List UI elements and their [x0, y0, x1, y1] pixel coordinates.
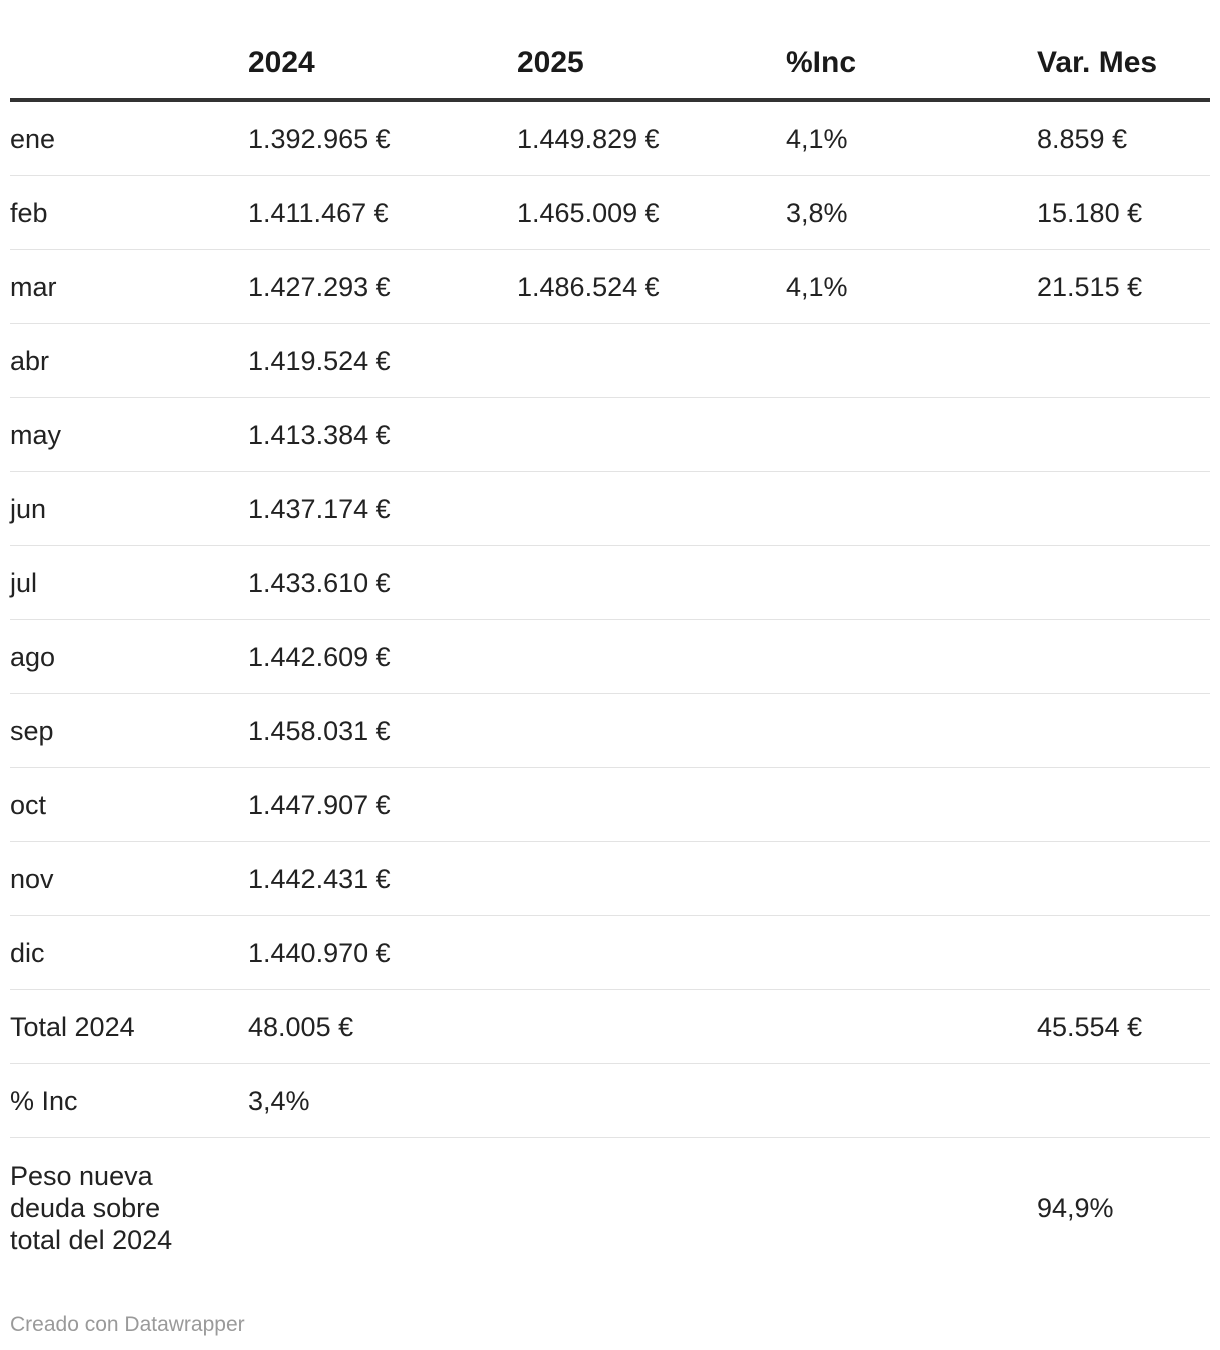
table-cell: 8.859 €: [1037, 100, 1210, 176]
table-row: [10, 472, 1210, 546]
table-cell: [786, 990, 1037, 1064]
table-cell: 1.486.524 €: [517, 250, 786, 324]
table-cell: [786, 1064, 1037, 1138]
table-cell: [517, 620, 786, 694]
column-header: [10, 28, 248, 100]
row-label: oct: [10, 768, 248, 842]
table-cell: [1037, 324, 1210, 398]
table-cell: 45.554 €: [1037, 990, 1210, 1064]
table-body: [10, 100, 1210, 1278]
table-row: [10, 176, 1210, 250]
table-cell: [248, 1138, 517, 1279]
table-cell: 1.442.609 €: [248, 620, 517, 694]
credit-footer: Creado con Datawrapper: [10, 1313, 245, 1336]
table-row: [10, 916, 1210, 990]
table-cell: [786, 620, 1037, 694]
table-cell: 1.465.009 €: [517, 176, 786, 250]
row-label: may: [10, 398, 248, 472]
row-label: Total 2024: [10, 990, 248, 1064]
table-cell: [1037, 1064, 1210, 1138]
table-cell: [786, 916, 1037, 990]
table-row: [10, 546, 1210, 620]
table-cell: [517, 324, 786, 398]
table-row: [10, 250, 1210, 324]
table-cell: [517, 768, 786, 842]
table-cell: 1.437.174 €: [248, 472, 517, 546]
column-header: 2024: [248, 28, 517, 100]
table-cell: [1037, 398, 1210, 472]
table-cell: [786, 1138, 1037, 1279]
table-cell: [1037, 472, 1210, 546]
table-row: [10, 620, 1210, 694]
table-cell: [1037, 546, 1210, 620]
table-row: [10, 398, 1210, 472]
row-label: feb: [10, 176, 248, 250]
table-row: [10, 768, 1210, 842]
table-cell: 1.413.384 €: [248, 398, 517, 472]
table-cell: [786, 768, 1037, 842]
table-cell: [786, 398, 1037, 472]
column-header: 2025: [517, 28, 786, 100]
table-cell: [786, 324, 1037, 398]
table-row: [10, 694, 1210, 768]
row-label: ago: [10, 620, 248, 694]
row-label-text: Peso nueva deuda sobre total del 2024: [10, 1161, 173, 1255]
table-cell: 4,1%: [786, 250, 1037, 324]
table-cell: 1.433.610 €: [248, 546, 517, 620]
table-cell: [1037, 916, 1210, 990]
table-cell: [786, 546, 1037, 620]
table-cell: [1037, 620, 1210, 694]
row-label: [10, 1138, 248, 1279]
table-cell: [786, 842, 1037, 916]
table-row: [10, 1064, 1210, 1138]
table-cell: 1.427.293 €: [248, 250, 517, 324]
row-label: ene: [10, 100, 248, 176]
row-label: nov: [10, 842, 248, 916]
table-cell: 1.411.467 €: [248, 176, 517, 250]
table-cell: 21.515 €: [1037, 250, 1210, 324]
table-cell: 1.447.907 €: [248, 768, 517, 842]
table-cell: [517, 1138, 786, 1279]
table-row: [10, 842, 1210, 916]
table-cell: [786, 472, 1037, 546]
row-label: sep: [10, 694, 248, 768]
table-cell: [517, 990, 786, 1064]
table-cell: [517, 916, 786, 990]
table-cell: 1.419.524 €: [248, 324, 517, 398]
table-row: [10, 324, 1210, 398]
row-label: jul: [10, 546, 248, 620]
row-label: % Inc: [10, 1064, 248, 1138]
table-cell: [517, 546, 786, 620]
table-cell: 4,1%: [786, 100, 1037, 176]
table-cell: 1.392.965 €: [248, 100, 517, 176]
table-cell: [1037, 842, 1210, 916]
table-cell: 94,9%: [1037, 1193, 1114, 1223]
table-cell: [517, 842, 786, 916]
table-cell: 1.458.031 €: [248, 694, 517, 768]
table-cell: 3,4%: [248, 1064, 517, 1138]
table-cell: 1.442.431 €: [248, 842, 517, 916]
table-cell: [517, 398, 786, 472]
table-row: [10, 100, 1210, 176]
column-header: %Inc: [786, 28, 1037, 100]
table-cell: 15.180 €: [1037, 176, 1210, 250]
table-cell: [517, 472, 786, 546]
row-label: mar: [10, 250, 248, 324]
table-row: [10, 1138, 1210, 1279]
column-header: Var. Mes: [1037, 28, 1210, 100]
table-cell: [1037, 694, 1210, 768]
table-cell: 3,8%: [786, 176, 1037, 250]
data-table-container: [10, 28, 1210, 1278]
table-cell: 48.005 €: [248, 990, 517, 1064]
table-cell: 1.449.829 €: [517, 100, 786, 176]
table-row: [10, 990, 1210, 1064]
header-row: [10, 28, 1210, 100]
row-label: dic: [10, 916, 248, 990]
row-label: abr: [10, 324, 248, 398]
row-label: jun: [10, 472, 248, 546]
table-cell: [517, 694, 786, 768]
table-cell: 1.440.970 €: [248, 916, 517, 990]
table-cell: [786, 694, 1037, 768]
table-cell: [1037, 768, 1210, 842]
data-table: [10, 28, 1210, 1278]
table-cell: [517, 1064, 786, 1138]
